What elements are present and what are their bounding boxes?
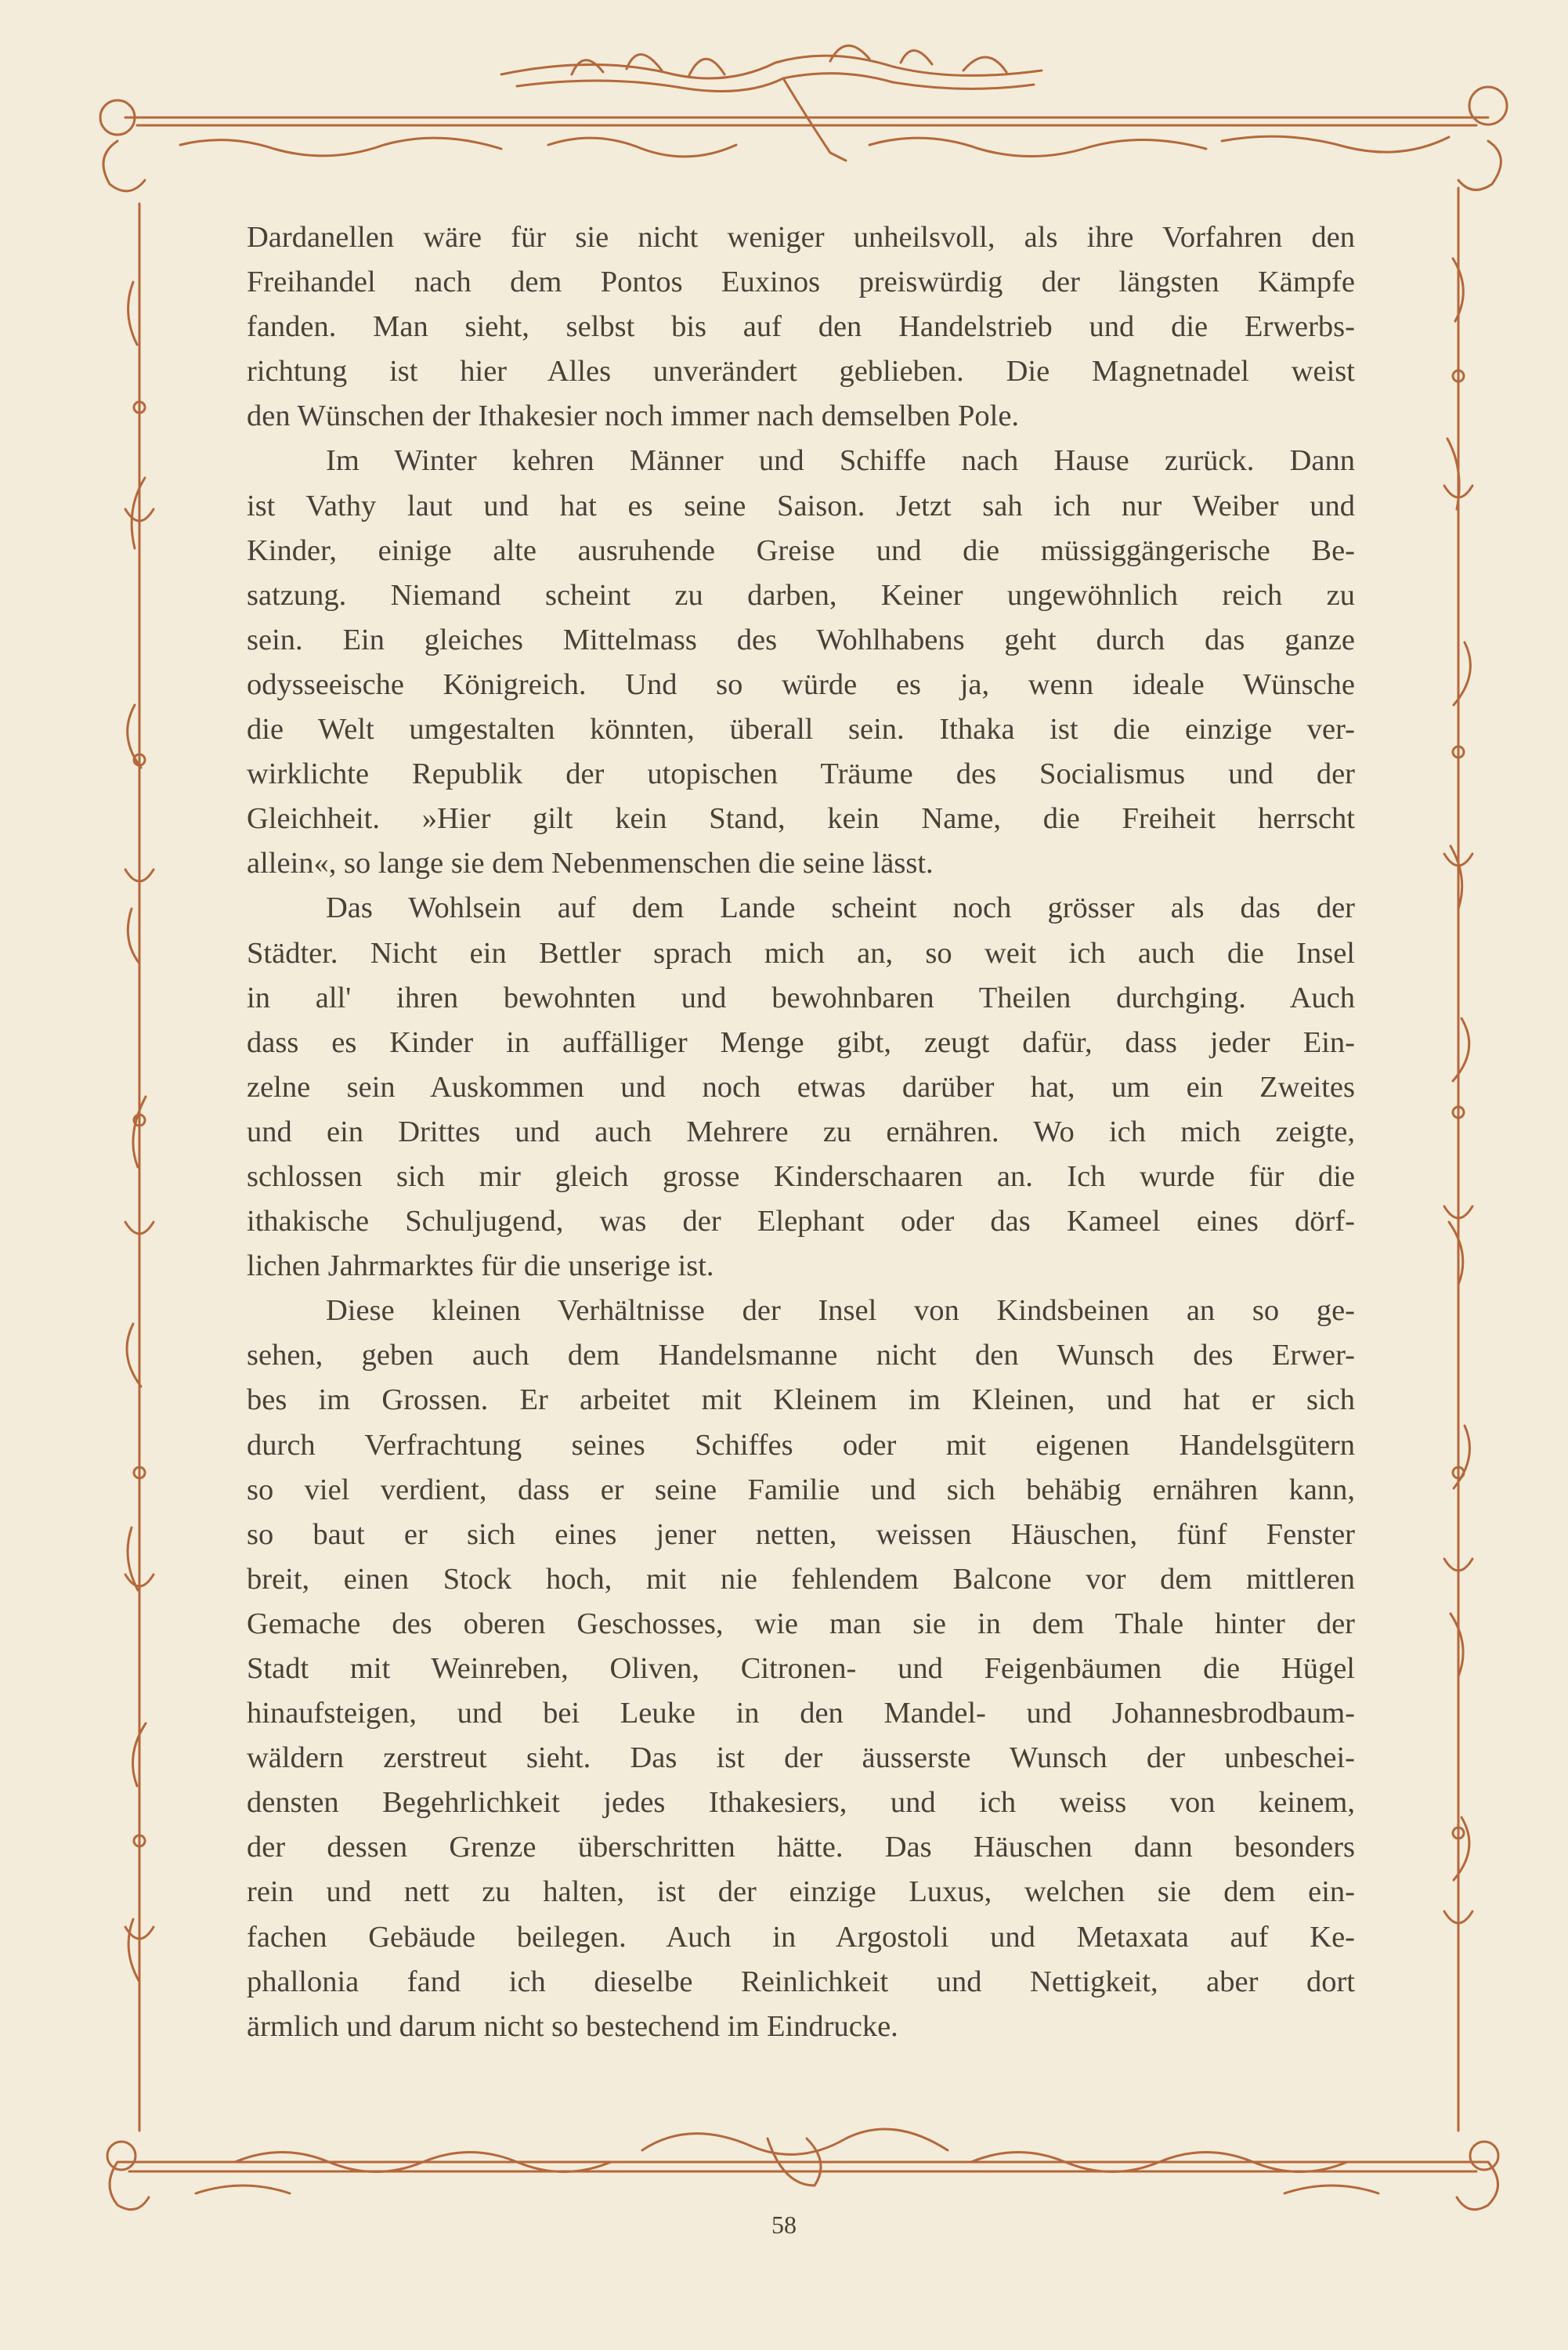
text-line: durch Verfrachtung seines Schiffes oder mit eigenen Handelsgütern (247, 1428, 1355, 1462)
text-line: dass es Kinder in auffälliger Menge gibt, zeugt dafür, dass jeder Ein- (247, 1025, 1355, 1059)
text-line: lichen Jahrmarktes für die unserige ist. (247, 1249, 714, 1283)
body-text (247, 215, 1355, 2049)
text-line: den Wünschen der Ithakesier noch immer nach demselben Pole. (247, 400, 1020, 433)
text-line: Kinder, einige alte ausruhende Greise und die müssiggängerische Be- (247, 533, 1355, 567)
bottom-ornament (107, 2129, 1498, 2210)
text-line: Städter. Nicht ein Bettler sprach mich an, so weit ich auch die Insel (247, 936, 1355, 970)
text-line: ithakische Schuljugend, was der Elephant oder das Kameel eines dörf- (247, 1205, 1355, 1238)
text-line: allein«, so lange sie dem Nebenmenschen die seine lässt. (247, 847, 934, 880)
text-line: die Welt umgestalten könnten, überall sein. Ithaka ist die einzige ver- (247, 713, 1355, 747)
text-line: densten Begehrlichkeit jedes Ithakesiers, und ich weiss von keinem, (247, 1786, 1355, 1820)
text-line: ärmlich und darum nicht so bestechend im Eindrucke. (247, 2009, 898, 2043)
text-line: Dardanellen wäre für sie nicht weniger unheilsvoll, als ihre Vorfahren den (247, 221, 1355, 254)
top-ornament (100, 45, 1507, 191)
text-line: ist Vathy laut und hat es seine Saison. Jetzt sah ich nur Weiber und (247, 489, 1355, 522)
text-line: in all' ihren bewohnten und bewohnbaren Theilen durchging. Auch (247, 981, 1355, 1014)
text-line: satzung. Niemand scheint zu darben, Keiner ungewöhnlich reich zu (247, 578, 1355, 612)
paragraph (247, 215, 1355, 439)
text-line: Gemache des oberen Geschosses, wie man sie in dem Thale hinter der (247, 1607, 1355, 1640)
text-line: sehen, geben auch dem Handelsmanne nicht den Wunsch des Erwer- (247, 1339, 1355, 1372)
text-line: rein und nett zu halten, ist der einzige Luxus, welchen sie dem ein- (247, 1875, 1355, 1909)
text-line: wirklichte Republik der utopischen Träume des Socialismus und der (247, 757, 1355, 791)
text-line: fanden. Man sieht, selbst bis auf den Handelstrieb und die Erwerbs- (247, 310, 1355, 344)
text-line: Diese kleinen Verhältnisse der Insel von Kindsbeinen an so ge- (326, 1294, 1355, 1328)
text-line: Gleichheit. »Hier gilt kein Stand, kein Name, die Freiheit herrscht (247, 802, 1355, 836)
paragraph (247, 439, 1355, 886)
page-number: 58 (771, 2211, 797, 2239)
text-line: odysseeische Königreich. Und so würde es ja, wenn ideale Wünsche (247, 667, 1355, 701)
text-line: wäldern zerstreut sieht. Das ist der äusserste Wunsch der unbeschei- (247, 1741, 1355, 1775)
text-line: so viel verdient, dass er seine Familie und sich behäbig ernähren kann, (247, 1473, 1355, 1506)
text-line: Das Wohlsein auf dem Lande scheint noch grösser als das der (326, 891, 1355, 925)
text-line: fachen Gebäude beilegen. Auch in Argostoli und Metaxata auf Ke- (247, 1920, 1355, 1954)
text-line: breit, einen Stock hoch, mit nie fehlendem Balcone vor dem mittleren (247, 1562, 1355, 1596)
paragraph (247, 1289, 1355, 2049)
text-line: und ein Drittes und auch Mehrere zu ernähren. Wo ich mich zeigte, (247, 1115, 1355, 1148)
paragraph (247, 886, 1355, 1289)
text-line: zelne sein Auskommen und noch etwas darüber hat, um ein Zweites (247, 1070, 1355, 1104)
text-line: Freihandel nach dem Pontos Euxinos preiswürdig der längsten Kämpfe (247, 266, 1355, 299)
right-border (1444, 188, 1472, 2131)
text-line: bes im Grossen. Er arbeitet mit Kleinem im Kleinen, und hat er sich (247, 1383, 1355, 1417)
left-border (125, 204, 154, 2131)
text-line: der dessen Grenze überschritten hätte. Das Häuschen dann besonders (247, 1831, 1355, 1864)
text-line: phallonia fand ich dieselbe Reinlichkeit und Nettigkeit, aber dort (247, 1965, 1355, 1998)
text-line: richtung ist hier Alles unverändert geblieben. Die Magnetnadel weist (247, 355, 1355, 389)
text-line: hinaufsteigen, und bei Leuke in den Mandel- und Johannesbrodbaum- (247, 1697, 1355, 1730)
text-line: Im Winter kehren Männer und Schiffe nach Hause zurück. Dann (326, 444, 1355, 478)
text-line: Stadt mit Weinreben, Oliven, Citronen- und Feigenbäumen die Hügel (247, 1652, 1355, 1685)
text-line: so baut er sich eines jener netten, weissen Häuschen, fünf Fenster (247, 1517, 1355, 1551)
text-line: sein. Ein gleiches Mittelmass des Wohlhabens geht durch das ganze (247, 623, 1355, 656)
text-line: schlossen sich mir gleich grosse Kinderschaaren an. Ich wurde für die (247, 1159, 1355, 1193)
